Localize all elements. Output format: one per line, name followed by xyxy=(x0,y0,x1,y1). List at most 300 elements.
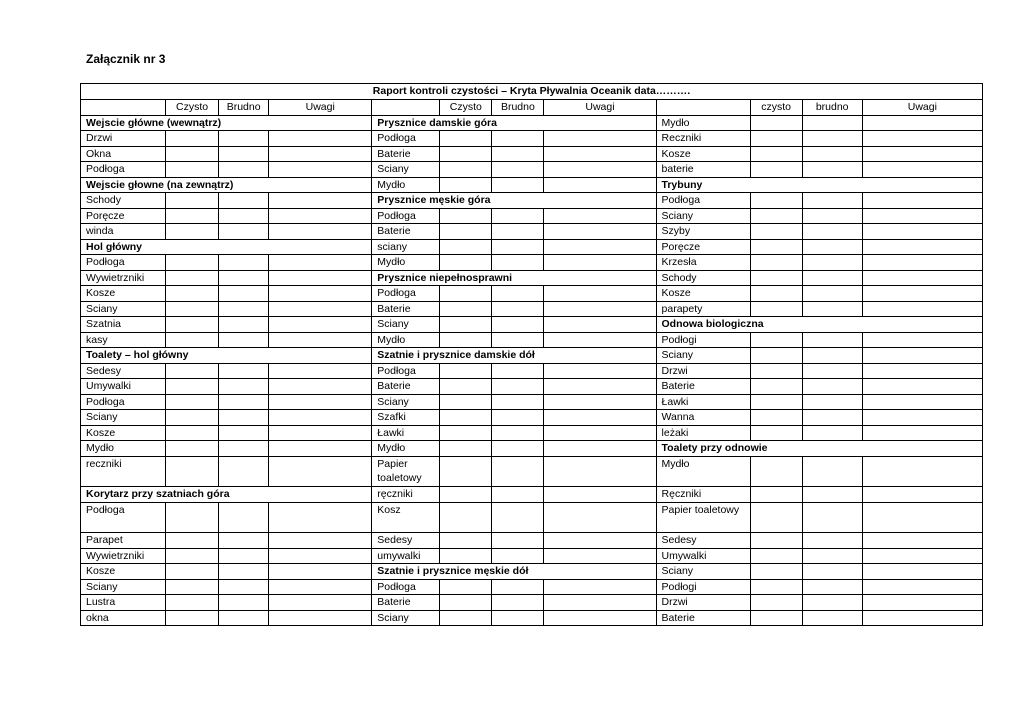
remarks-cell[interactable] xyxy=(862,255,982,271)
section-heading: Szatnie i prysznice damskie dół xyxy=(372,348,656,364)
check-clean-cell[interactable] xyxy=(166,441,219,457)
check-clean-cell[interactable] xyxy=(166,548,219,564)
item-name: Sedesy xyxy=(656,533,750,549)
check-dirty-cell[interactable] xyxy=(219,579,269,595)
check-clean-cell[interactable] xyxy=(750,301,802,317)
check-clean-cell[interactable] xyxy=(750,162,802,178)
remarks-cell[interactable] xyxy=(269,394,372,410)
check-clean-cell[interactable] xyxy=(750,193,802,209)
remarks-cell[interactable] xyxy=(544,394,656,410)
check-clean-cell[interactable] xyxy=(750,425,802,441)
check-dirty-cell[interactable] xyxy=(219,270,269,286)
check-dirty-cell[interactable] xyxy=(802,146,862,162)
remarks-cell[interactable] xyxy=(862,193,982,209)
table-row xyxy=(81,595,983,611)
remarks-cell[interactable] xyxy=(269,502,372,533)
check-clean-cell[interactable] xyxy=(440,301,492,317)
remarks-cell[interactable] xyxy=(544,425,656,441)
remarks-cell[interactable] xyxy=(862,146,982,162)
item-name: Drzwi xyxy=(656,363,750,379)
check-dirty-cell[interactable] xyxy=(219,208,269,224)
remarks-cell[interactable] xyxy=(862,595,982,611)
check-clean-cell[interactable] xyxy=(166,286,219,302)
check-dirty-cell[interactable] xyxy=(492,379,544,395)
remarks-cell[interactable] xyxy=(269,548,372,564)
table-row xyxy=(81,177,983,193)
remarks-cell[interactable] xyxy=(862,301,982,317)
check-dirty-cell[interactable] xyxy=(492,394,544,410)
check-clean-cell[interactable] xyxy=(166,131,219,147)
check-clean-cell[interactable] xyxy=(750,363,802,379)
check-dirty-cell[interactable] xyxy=(802,425,862,441)
remarks-cell[interactable] xyxy=(862,115,982,131)
remarks-cell[interactable] xyxy=(269,379,372,395)
check-clean-cell[interactable] xyxy=(440,579,492,595)
check-dirty-cell[interactable] xyxy=(219,502,269,533)
check-clean-cell[interactable] xyxy=(166,208,219,224)
check-dirty-cell[interactable] xyxy=(492,286,544,302)
table-row xyxy=(81,208,983,224)
check-dirty-cell[interactable] xyxy=(492,533,544,549)
check-clean-cell[interactable] xyxy=(750,533,802,549)
check-clean-cell[interactable] xyxy=(440,286,492,302)
remarks-cell[interactable] xyxy=(544,177,656,193)
check-dirty-cell[interactable] xyxy=(219,162,269,178)
item-name: Kosze xyxy=(81,564,166,580)
table-row xyxy=(81,579,983,595)
item-name: winda xyxy=(81,224,166,240)
table-row xyxy=(81,115,983,131)
item-name: kasy xyxy=(81,332,166,348)
check-clean-cell[interactable] xyxy=(440,548,492,564)
remarks-cell[interactable] xyxy=(269,317,372,333)
remarks-cell[interactable] xyxy=(544,533,656,549)
check-dirty-cell[interactable] xyxy=(492,579,544,595)
check-clean-cell[interactable] xyxy=(166,270,219,286)
remarks-cell[interactable] xyxy=(862,270,982,286)
item-name: Sciany xyxy=(372,317,440,333)
check-dirty-cell[interactable] xyxy=(219,363,269,379)
check-clean-cell[interactable] xyxy=(440,255,492,271)
remarks-cell[interactable] xyxy=(544,456,656,487)
check-dirty-cell[interactable] xyxy=(802,363,862,379)
check-dirty-cell[interactable] xyxy=(802,162,862,178)
item-name: Mydło xyxy=(372,332,440,348)
check-clean-cell[interactable] xyxy=(750,394,802,410)
remarks-cell[interactable] xyxy=(862,286,982,302)
check-dirty-cell[interactable] xyxy=(219,410,269,426)
check-clean-cell[interactable] xyxy=(750,286,802,302)
check-dirty-cell[interactable] xyxy=(492,208,544,224)
check-dirty-cell[interactable] xyxy=(492,425,544,441)
check-dirty-cell[interactable] xyxy=(492,177,544,193)
check-clean-cell[interactable] xyxy=(440,502,492,533)
check-dirty-cell[interactable] xyxy=(802,533,862,549)
check-clean-cell[interactable] xyxy=(440,394,492,410)
check-dirty-cell[interactable] xyxy=(802,394,862,410)
check-dirty-cell[interactable] xyxy=(219,255,269,271)
check-clean-cell[interactable] xyxy=(750,579,802,595)
remarks-cell[interactable] xyxy=(862,579,982,595)
check-dirty-cell[interactable] xyxy=(802,456,862,487)
check-clean-cell[interactable] xyxy=(750,332,802,348)
check-clean-cell[interactable] xyxy=(440,146,492,162)
check-dirty-cell[interactable] xyxy=(219,425,269,441)
check-clean-cell[interactable] xyxy=(166,317,219,333)
remarks-cell[interactable] xyxy=(269,610,372,626)
check-dirty-cell[interactable] xyxy=(492,162,544,178)
check-dirty-cell[interactable] xyxy=(219,564,269,580)
table-row xyxy=(81,379,983,395)
remarks-cell[interactable] xyxy=(544,502,656,533)
check-clean-cell[interactable] xyxy=(440,131,492,147)
remarks-cell[interactable] xyxy=(269,131,372,147)
item-name: Schody xyxy=(656,270,750,286)
check-dirty-cell[interactable] xyxy=(492,255,544,271)
remarks-cell[interactable] xyxy=(269,441,372,457)
check-clean-cell[interactable] xyxy=(440,162,492,178)
check-clean-cell[interactable] xyxy=(440,224,492,240)
check-dirty-cell[interactable] xyxy=(219,379,269,395)
check-dirty-cell[interactable] xyxy=(492,548,544,564)
remarks-cell[interactable] xyxy=(269,224,372,240)
check-dirty-cell[interactable] xyxy=(219,610,269,626)
table-row xyxy=(81,286,983,302)
item-name: Drzwi xyxy=(656,595,750,611)
check-dirty-cell[interactable] xyxy=(492,363,544,379)
check-dirty-cell[interactable] xyxy=(219,301,269,317)
remarks-cell[interactable] xyxy=(269,363,372,379)
check-clean-cell[interactable] xyxy=(440,239,492,255)
remarks-cell[interactable] xyxy=(269,270,372,286)
check-clean-cell[interactable] xyxy=(166,255,219,271)
check-dirty-cell[interactable] xyxy=(802,579,862,595)
check-clean-cell[interactable] xyxy=(440,379,492,395)
check-dirty-cell[interactable] xyxy=(802,208,862,224)
check-clean-cell[interactable] xyxy=(440,595,492,611)
check-dirty-cell[interactable] xyxy=(219,193,269,209)
check-dirty-cell[interactable] xyxy=(802,487,862,503)
section-heading: Korytarz przy szatniach góra xyxy=(81,487,372,503)
check-clean-cell[interactable] xyxy=(166,595,219,611)
remarks-cell[interactable] xyxy=(269,533,372,549)
item-name: Mydło xyxy=(372,441,440,457)
check-clean-cell[interactable] xyxy=(440,441,492,457)
remarks-cell[interactable] xyxy=(862,208,982,224)
check-dirty-cell[interactable] xyxy=(219,456,269,487)
check-dirty-cell[interactable] xyxy=(492,146,544,162)
check-clean-cell[interactable] xyxy=(166,579,219,595)
remarks-cell[interactable] xyxy=(862,548,982,564)
remarks-cell[interactable] xyxy=(269,595,372,611)
remarks-cell[interactable] xyxy=(862,363,982,379)
check-dirty-cell[interactable] xyxy=(492,487,544,503)
table-row xyxy=(81,548,983,564)
remarks-cell[interactable] xyxy=(544,595,656,611)
item-name: Poręcze xyxy=(656,239,750,255)
remarks-cell[interactable] xyxy=(269,162,372,178)
check-clean-cell[interactable] xyxy=(166,610,219,626)
remarks-cell[interactable] xyxy=(269,301,372,317)
check-clean-cell[interactable] xyxy=(750,208,802,224)
check-clean-cell[interactable] xyxy=(166,425,219,441)
item-name: Kosze xyxy=(81,286,166,302)
remarks-cell[interactable] xyxy=(544,317,656,333)
check-dirty-cell[interactable] xyxy=(492,610,544,626)
check-clean-cell[interactable] xyxy=(750,270,802,286)
item-name: umywalki xyxy=(372,548,440,564)
item-name: Baterie xyxy=(372,379,440,395)
check-clean-cell[interactable] xyxy=(166,193,219,209)
check-dirty-cell[interactable] xyxy=(802,348,862,364)
check-clean-cell[interactable] xyxy=(166,363,219,379)
check-clean-cell[interactable] xyxy=(166,410,219,426)
check-clean-cell[interactable] xyxy=(750,131,802,147)
check-clean-cell[interactable] xyxy=(440,332,492,348)
check-clean-cell[interactable] xyxy=(750,115,802,131)
item-name: Poręcze xyxy=(81,208,166,224)
check-dirty-cell[interactable] xyxy=(219,224,269,240)
check-clean-cell[interactable] xyxy=(166,502,219,533)
item-name: Sedesy xyxy=(81,363,166,379)
table-row xyxy=(81,131,983,147)
item-name: Kosze xyxy=(656,286,750,302)
item-name: Podłoga xyxy=(656,193,750,209)
item-name: Sciany xyxy=(81,410,166,426)
remarks-cell[interactable] xyxy=(862,131,982,147)
item-name: Parapet xyxy=(81,533,166,549)
check-clean-cell[interactable] xyxy=(750,239,802,255)
item-name: Sciany xyxy=(372,394,440,410)
remarks-cell[interactable] xyxy=(862,610,982,626)
remarks-cell[interactable] xyxy=(862,348,982,364)
remarks-cell[interactable] xyxy=(269,564,372,580)
remarks-cell[interactable] xyxy=(862,425,982,441)
check-clean-cell[interactable] xyxy=(750,224,802,240)
check-dirty-cell[interactable] xyxy=(492,332,544,348)
remarks-cell[interactable] xyxy=(544,162,656,178)
check-clean-cell[interactable] xyxy=(166,301,219,317)
check-dirty-cell[interactable] xyxy=(802,610,862,626)
check-dirty-cell[interactable] xyxy=(219,317,269,333)
remarks-cell[interactable] xyxy=(544,579,656,595)
remarks-cell[interactable] xyxy=(862,379,982,395)
table-row xyxy=(81,394,983,410)
item-name: sciany xyxy=(372,239,440,255)
item-name: Sciany xyxy=(656,208,750,224)
check-dirty-cell[interactable] xyxy=(802,255,862,271)
check-clean-cell[interactable] xyxy=(440,317,492,333)
remarks-cell[interactable] xyxy=(269,193,372,209)
check-dirty-cell[interactable] xyxy=(802,239,862,255)
item-name: Krzesła xyxy=(656,255,750,271)
remarks-cell[interactable] xyxy=(544,146,656,162)
table-row xyxy=(81,425,983,441)
check-dirty-cell[interactable] xyxy=(492,502,544,533)
check-dirty-cell[interactable] xyxy=(219,441,269,457)
remarks-cell[interactable] xyxy=(862,239,982,255)
header-cell xyxy=(656,100,750,116)
check-dirty-cell[interactable] xyxy=(802,379,862,395)
check-clean-cell[interactable] xyxy=(166,379,219,395)
check-clean-cell[interactable] xyxy=(440,456,492,487)
check-dirty-cell[interactable] xyxy=(219,595,269,611)
check-dirty-cell[interactable] xyxy=(492,410,544,426)
remarks-cell[interactable] xyxy=(862,224,982,240)
check-clean-cell[interactable] xyxy=(440,610,492,626)
remarks-cell[interactable] xyxy=(862,487,982,503)
check-dirty-cell[interactable] xyxy=(492,456,544,487)
check-clean-cell[interactable] xyxy=(750,410,802,426)
remarks-cell[interactable] xyxy=(862,332,982,348)
check-dirty-cell[interactable] xyxy=(802,131,862,147)
check-clean-cell[interactable] xyxy=(440,410,492,426)
remarks-cell[interactable] xyxy=(544,255,656,271)
header-cell xyxy=(81,100,166,116)
item-name: Mydło xyxy=(656,456,750,487)
check-dirty-cell[interactable] xyxy=(802,193,862,209)
check-clean-cell[interactable] xyxy=(166,564,219,580)
check-clean-cell[interactable] xyxy=(166,332,219,348)
table-row xyxy=(81,456,983,487)
remarks-cell[interactable] xyxy=(269,208,372,224)
check-dirty-cell[interactable] xyxy=(219,394,269,410)
item-name: Podłoga xyxy=(81,255,166,271)
check-clean-cell[interactable] xyxy=(750,348,802,364)
check-dirty-cell[interactable] xyxy=(219,146,269,162)
check-dirty-cell[interactable] xyxy=(492,224,544,240)
check-dirty-cell[interactable] xyxy=(219,131,269,147)
item-name: baterie xyxy=(656,162,750,178)
remarks-cell[interactable] xyxy=(269,579,372,595)
annex-title: Załącznik nr 3 xyxy=(86,52,166,66)
remarks-cell[interactable] xyxy=(269,146,372,162)
remarks-cell[interactable] xyxy=(544,301,656,317)
table-row xyxy=(81,564,983,580)
check-clean-cell[interactable] xyxy=(750,564,802,580)
remarks-cell[interactable] xyxy=(544,379,656,395)
item-name: Schody xyxy=(81,193,166,209)
remarks-cell[interactable] xyxy=(544,239,656,255)
check-clean-cell[interactable] xyxy=(166,394,219,410)
check-clean-cell[interactable] xyxy=(166,224,219,240)
check-dirty-cell[interactable] xyxy=(802,115,862,131)
check-clean-cell[interactable] xyxy=(750,610,802,626)
header-cell xyxy=(372,100,440,116)
check-clean-cell[interactable] xyxy=(440,177,492,193)
remarks-cell[interactable] xyxy=(862,564,982,580)
remarks-cell[interactable] xyxy=(269,410,372,426)
check-clean-cell[interactable] xyxy=(750,548,802,564)
remarks-cell[interactable] xyxy=(544,208,656,224)
check-clean-cell[interactable] xyxy=(166,533,219,549)
check-dirty-cell[interactable] xyxy=(219,332,269,348)
header-cell: Czysto xyxy=(166,100,219,116)
item-name: Sciany xyxy=(656,564,750,580)
check-dirty-cell[interactable] xyxy=(492,595,544,611)
remarks-cell[interactable] xyxy=(544,548,656,564)
check-dirty-cell[interactable] xyxy=(492,441,544,457)
check-dirty-cell[interactable] xyxy=(802,564,862,580)
check-dirty-cell[interactable] xyxy=(219,286,269,302)
remarks-cell[interactable] xyxy=(269,425,372,441)
check-dirty-cell[interactable] xyxy=(802,595,862,611)
check-dirty-cell[interactable] xyxy=(492,301,544,317)
item-name: Podłoga xyxy=(372,363,440,379)
check-clean-cell[interactable] xyxy=(750,255,802,271)
check-dirty-cell[interactable] xyxy=(492,239,544,255)
check-dirty-cell[interactable] xyxy=(492,131,544,147)
check-dirty-cell[interactable] xyxy=(802,301,862,317)
check-clean-cell[interactable] xyxy=(750,379,802,395)
remarks-cell[interactable] xyxy=(862,410,982,426)
remarks-cell[interactable] xyxy=(544,131,656,147)
remarks-cell[interactable] xyxy=(862,394,982,410)
title-row xyxy=(81,84,983,100)
remarks-cell[interactable] xyxy=(544,363,656,379)
item-name: Reczniki xyxy=(656,131,750,147)
remarks-cell[interactable] xyxy=(862,533,982,549)
item-name: ręczniki xyxy=(372,487,440,503)
check-dirty-cell[interactable] xyxy=(219,533,269,549)
remarks-cell[interactable] xyxy=(862,502,982,533)
remarks-cell[interactable] xyxy=(544,610,656,626)
check-clean-cell[interactable] xyxy=(750,502,802,533)
check-clean-cell[interactable] xyxy=(440,208,492,224)
check-dirty-cell[interactable] xyxy=(219,548,269,564)
remarks-cell[interactable] xyxy=(269,456,372,487)
check-dirty-cell[interactable] xyxy=(802,410,862,426)
remarks-cell[interactable] xyxy=(544,441,656,457)
check-clean-cell[interactable] xyxy=(440,425,492,441)
report-body xyxy=(81,84,983,626)
item-name: Sciany xyxy=(656,348,750,364)
check-clean-cell[interactable] xyxy=(750,595,802,611)
check-clean-cell[interactable] xyxy=(750,456,802,487)
remarks-cell[interactable] xyxy=(269,255,372,271)
remarks-cell[interactable] xyxy=(544,410,656,426)
remarks-cell[interactable] xyxy=(544,487,656,503)
remarks-cell[interactable] xyxy=(544,224,656,240)
item-name: Ławki xyxy=(372,425,440,441)
check-dirty-cell[interactable] xyxy=(802,332,862,348)
remarks-cell[interactable] xyxy=(862,456,982,487)
item-name: Podłoga xyxy=(372,579,440,595)
check-clean-cell[interactable] xyxy=(166,162,219,178)
check-clean-cell[interactable] xyxy=(750,487,802,503)
check-clean-cell[interactable] xyxy=(166,146,219,162)
section-heading: Odnowa biologiczna xyxy=(656,317,982,333)
remarks-cell[interactable] xyxy=(269,332,372,348)
check-clean-cell[interactable] xyxy=(166,456,219,487)
check-dirty-cell[interactable] xyxy=(802,270,862,286)
remarks-cell[interactable] xyxy=(544,332,656,348)
item-name: Wywietrzniki xyxy=(81,270,166,286)
remarks-cell[interactable] xyxy=(862,162,982,178)
check-dirty-cell[interactable] xyxy=(492,317,544,333)
check-dirty-cell[interactable] xyxy=(802,548,862,564)
remarks-cell[interactable] xyxy=(544,286,656,302)
check-clean-cell[interactable] xyxy=(440,363,492,379)
table-row xyxy=(81,502,983,533)
check-dirty-cell[interactable] xyxy=(802,502,862,533)
remarks-cell[interactable] xyxy=(269,286,372,302)
check-clean-cell[interactable] xyxy=(440,533,492,549)
check-clean-cell[interactable] xyxy=(750,146,802,162)
check-dirty-cell[interactable] xyxy=(802,286,862,302)
check-clean-cell[interactable] xyxy=(440,487,492,503)
check-dirty-cell[interactable] xyxy=(802,224,862,240)
